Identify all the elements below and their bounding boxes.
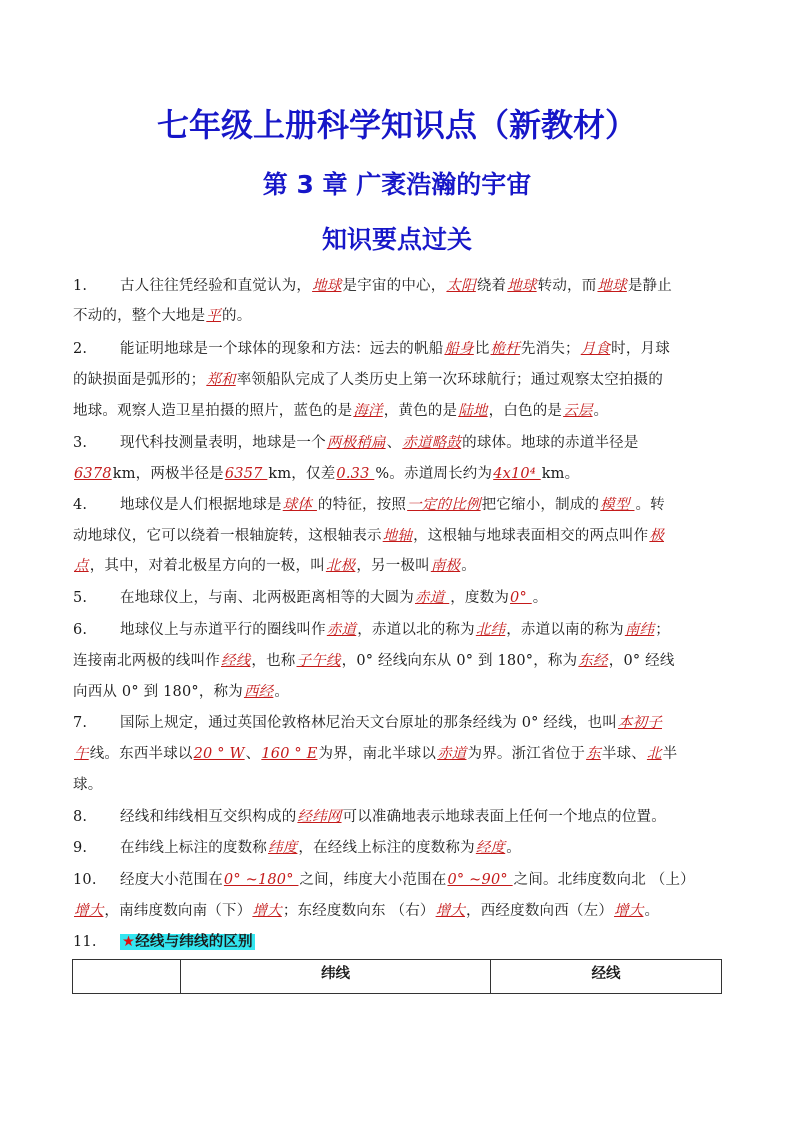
- answer: 赤道: [437, 746, 467, 762]
- answer: 模型: [600, 497, 635, 513]
- text: 的缺损面是弧形的；: [73, 372, 206, 388]
- answer: 南纬: [624, 622, 655, 638]
- text: ，赤道以南的称为: [506, 622, 624, 638]
- answer: 东: [586, 746, 601, 762]
- answer: 北: [646, 746, 662, 762]
- answer: 点: [74, 558, 89, 574]
- table-header-latitude: 纬线: [181, 960, 491, 994]
- item-4-line-1: [73, 495, 743, 515]
- answer: 赤道: [415, 590, 450, 606]
- text: 国际上规定，通过英国伦敦格林尼治天文台原址的那条经线为 0° 经线，也叫: [120, 715, 617, 731]
- answer: 160 ° E: [261, 746, 318, 762]
- heading-text: 经线与纬线的区别: [135, 934, 253, 950]
- text: 能证明地球是一个球体的现象和方法：远去的帆船: [120, 341, 444, 357]
- answer: 东经: [578, 653, 608, 669]
- item-6-line-3: [73, 682, 743, 702]
- text: ，赤道以北的称为: [357, 622, 475, 638]
- table-header-blank: [73, 960, 181, 994]
- text: 转动，而: [537, 278, 597, 294]
- text: ，另一极叫: [356, 558, 430, 574]
- comparison-table: [72, 959, 722, 994]
- answer: 增大: [614, 903, 644, 919]
- text: 可以准确地表示地球表面上任何一个地点的位置。: [342, 809, 666, 825]
- item-3-line-1: [73, 433, 743, 453]
- answer: 南极: [430, 558, 461, 574]
- answer: 0° ~180°: [223, 872, 299, 888]
- text: ，在经线上标注的度数称为: [298, 840, 475, 856]
- item-2-line-2: [73, 370, 743, 390]
- answer: 平: [206, 308, 222, 324]
- answer: 一定的比例: [407, 497, 481, 513]
- text: 。: [461, 558, 476, 574]
- answer: 0.33: [336, 466, 375, 482]
- text: 球。: [73, 777, 103, 793]
- text: 连接南北两极的线叫作: [73, 653, 220, 669]
- item-5-line-1: [73, 588, 743, 608]
- text: 之间。北纬度数向北 （上）: [513, 872, 695, 888]
- text: 半球、: [601, 746, 646, 762]
- text: 经线和纬线相互交织构成的: [120, 809, 297, 825]
- text: 、: [386, 435, 402, 451]
- text: %。赤道周长约为: [375, 466, 493, 482]
- text: 时，月球: [611, 341, 670, 357]
- answer: 0° ~90°: [447, 872, 513, 888]
- text: ；东经度数向东 （右）: [282, 903, 435, 919]
- answer: 桅杆: [490, 341, 520, 357]
- answer: 纬度: [268, 840, 298, 856]
- text: ，度数为: [450, 590, 510, 606]
- text: 比: [474, 341, 490, 357]
- text: 的。: [222, 308, 252, 324]
- item-7-line-1: [73, 713, 743, 733]
- answer: 经纬网: [297, 809, 342, 825]
- answer: 两极稍扁: [326, 435, 386, 451]
- text: 的特征，按照: [317, 497, 407, 513]
- answer: 球体: [282, 497, 317, 513]
- item-number: 4.: [73, 497, 88, 513]
- item-number: 9.: [73, 840, 88, 856]
- text: ，0° 经线: [608, 653, 675, 669]
- item-10-line-2: [73, 901, 743, 921]
- answer: 船身: [444, 341, 474, 357]
- text: 在地球仪上，与南、北两极距离相等的大圆为: [120, 590, 414, 606]
- text: ，南纬度数向南（下）: [104, 903, 252, 919]
- text: 。: [593, 403, 609, 419]
- text: 是宇宙的中心，: [342, 278, 446, 294]
- item-6-line-1: [73, 620, 743, 640]
- item-1-line-1: [73, 276, 743, 296]
- highlighted-heading: [120, 934, 255, 950]
- text: 地球仪是人们根据地球是: [120, 497, 282, 513]
- text: 在纬线上标注的度数称: [120, 840, 267, 856]
- text: 半: [662, 746, 678, 762]
- item-8-line-1: [73, 807, 743, 827]
- text: 向西从 0° 到 180°，称为: [73, 684, 243, 700]
- answer: 太阳: [446, 278, 476, 294]
- item-7-line-2: [73, 744, 743, 764]
- answer: 20 ° W: [193, 746, 245, 762]
- item-number: 6.: [73, 622, 88, 638]
- text: ，这根轴与地球表面相交的两点叫作: [413, 528, 649, 544]
- text: 。: [644, 903, 660, 919]
- item-10-line-1: [73, 870, 743, 890]
- text: km。: [541, 466, 580, 482]
- answer: 地球: [507, 278, 537, 294]
- answer: 4x10⁴: [493, 466, 541, 482]
- item-number: 3.: [73, 435, 88, 451]
- text: km，仅差: [268, 466, 336, 482]
- text: ，其中，对着北极星方向的一极，叫: [89, 558, 325, 574]
- answer: 经线: [221, 653, 251, 669]
- text: 古人往往凭经验和直觉认为，: [120, 278, 312, 294]
- item-3-line-2: [73, 464, 743, 484]
- text: ，也称: [251, 653, 296, 669]
- item-6-line-2: [73, 651, 743, 671]
- section-title: 知识要点过关: [321, 225, 472, 254]
- text: 。: [274, 684, 290, 700]
- text: 的球体。地球的赤道半径是: [462, 435, 639, 451]
- answer: 郑和: [206, 372, 236, 388]
- text: ，0° 经线向东从 0° 到 180°，称为: [341, 653, 578, 669]
- answer: 地轴: [382, 528, 413, 544]
- text: 是静止: [627, 278, 672, 294]
- text: 不动的，整个大地是: [73, 308, 206, 324]
- answer: 6378: [74, 466, 112, 482]
- answer: 地球: [312, 278, 342, 294]
- answer: 6357: [224, 466, 268, 482]
- answer: 月食: [580, 341, 611, 357]
- text: 线。东西半球以: [89, 746, 193, 762]
- text: 。: [506, 840, 521, 856]
- answer: 增大: [74, 903, 104, 919]
- text: 动地球仪，它可以绕着一根轴旋转，这根轴表示: [73, 528, 382, 544]
- text: 地球仪上与赤道平行的圈线叫作: [120, 622, 326, 638]
- item-11-line-1: [73, 932, 743, 952]
- item-number: 7.: [73, 715, 88, 731]
- text: 先消失；: [520, 341, 580, 357]
- answer: 北极: [325, 558, 356, 574]
- answer: 西经: [243, 684, 274, 700]
- item-number: 1.: [73, 278, 88, 294]
- answer: 0°: [510, 590, 532, 606]
- answer: 地球: [597, 278, 627, 294]
- item-2-line-1: [73, 339, 743, 359]
- table-header-row: [73, 960, 722, 994]
- star-icon: ★: [122, 934, 136, 950]
- item-number: 8.: [73, 809, 88, 825]
- answer: 极: [649, 528, 665, 544]
- answer: 云层: [563, 403, 593, 419]
- text: ，黄色的是: [383, 403, 458, 419]
- text: 地球。观察人造卫星拍摄的照片，蓝色的是: [73, 403, 353, 419]
- text: ；: [655, 622, 670, 638]
- chapter-title: 第 3 章 广袤浩瀚的宇宙: [262, 170, 532, 199]
- text: 。: [532, 590, 548, 606]
- answer: 海洋: [353, 403, 383, 419]
- text: km，两极半径是: [112, 466, 224, 482]
- answer: 本初子: [617, 715, 662, 731]
- item-4-line-2: [73, 526, 743, 546]
- answer: 午: [74, 746, 89, 762]
- text: 。转: [635, 497, 665, 513]
- text: ，白色的是: [488, 403, 563, 419]
- answer: 北纬: [475, 622, 506, 638]
- main-title: 七年级上册科学知识点（新教材）: [156, 106, 637, 144]
- item-1-line-2: [73, 306, 743, 326]
- item-number: 2.: [73, 341, 88, 357]
- item-7-line-3: [73, 775, 743, 795]
- text: ，西经度数向西（左）: [466, 903, 614, 919]
- answer: 赤道: [326, 622, 357, 638]
- text: 把它缩小，制成的: [481, 497, 600, 513]
- answer: 陆地: [458, 403, 488, 419]
- text: 为界。浙江省位于: [467, 746, 586, 762]
- item-number: 5.: [73, 590, 88, 606]
- text: 经度大小范围在: [120, 872, 223, 888]
- answer: 增大: [252, 903, 282, 919]
- text: 为界，南北半球以: [318, 746, 437, 762]
- item-2-line-3: [73, 401, 743, 421]
- text: 、: [245, 746, 261, 762]
- answer: 子午线: [296, 653, 341, 669]
- item-4-line-3: [73, 556, 743, 576]
- text: 率领船队完成了人类历史上第一次环球航行；通过观察太空拍摄的: [236, 372, 664, 388]
- answer: 经度: [475, 840, 506, 856]
- item-number: 10.: [73, 872, 97, 888]
- item-number: 11.: [73, 934, 97, 950]
- text: 之间，纬度大小范围在: [299, 872, 447, 888]
- answer: 增大: [435, 903, 466, 919]
- table-header-longitude: 经线: [491, 960, 722, 994]
- item-9-line-1: [73, 838, 743, 858]
- text: 绕着: [476, 278, 507, 294]
- answer: 赤道略鼓: [402, 435, 462, 451]
- text: 现代科技测量表明，地球是一个: [120, 435, 326, 451]
